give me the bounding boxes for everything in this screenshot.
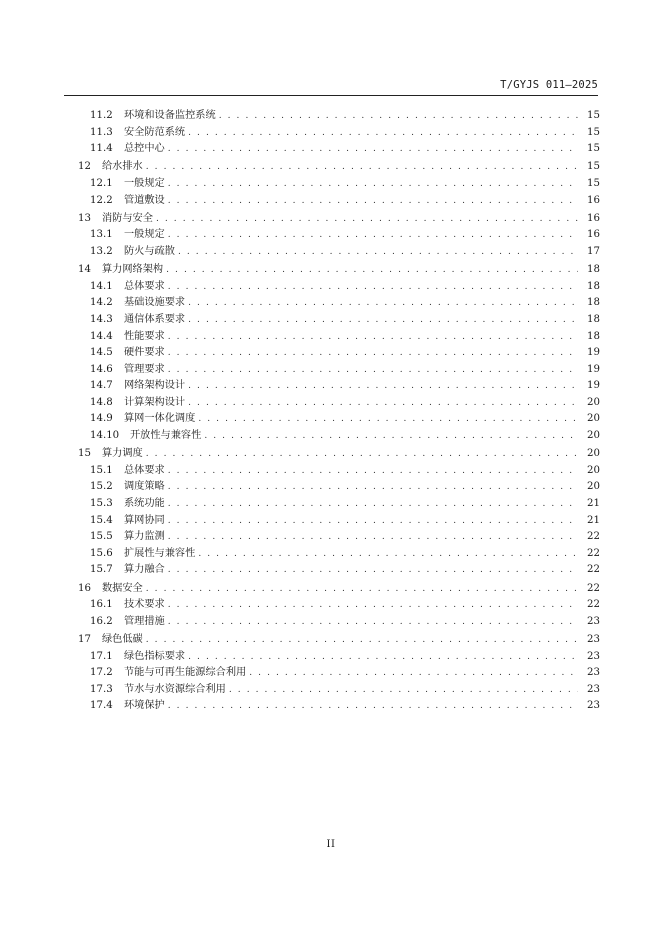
toc-dot-leader <box>168 529 578 546</box>
toc-entry-number: 14.7 <box>90 380 113 392</box>
toc-entry-title: 性能要求 <box>124 330 165 342</box>
toc-dot-leader <box>168 345 578 362</box>
toc-dot-leader <box>168 614 578 631</box>
toc-section-entry[interactable] <box>78 312 600 329</box>
toc-section-entry[interactable] <box>78 496 600 513</box>
toc-chapter-entry[interactable] <box>78 446 600 463</box>
toc-entry-number: 17.2 <box>90 667 113 679</box>
toc-section-entry[interactable] <box>78 597 600 614</box>
toc-entry-number: 14.8 <box>90 396 113 408</box>
toc-chapter-entry[interactable] <box>78 632 600 649</box>
toc-section-entry[interactable] <box>78 141 600 158</box>
toc-entry-page: 22 <box>587 547 600 559</box>
toc-entry-page: 19 <box>587 363 600 375</box>
toc-entry-title: 算力调度 <box>102 448 143 460</box>
toc-entry-page: 20 <box>587 396 600 408</box>
toc-section-entry[interactable] <box>78 562 600 579</box>
toc-entry-number: 17.4 <box>90 700 113 712</box>
toc-entry-page: 18 <box>587 264 600 276</box>
toc-entry-number: 13 <box>78 212 91 224</box>
toc-entry-number: 14 <box>78 264 91 276</box>
toc-dot-leader <box>168 463 578 480</box>
toc-entry-number: 15.7 <box>90 564 113 576</box>
toc-entry-number: 17.1 <box>90 650 113 662</box>
toc-dot-leader <box>146 446 578 463</box>
toc-section-entry[interactable] <box>78 428 600 445</box>
toc-dot-leader <box>168 362 578 379</box>
toc-entry-title: 防火与疏散 <box>124 245 175 257</box>
toc-entry-page: 15 <box>587 110 600 121</box>
toc-entry-number: 14.1 <box>90 280 113 292</box>
toc-chapter-entry[interactable] <box>78 211 600 228</box>
toc-entry-number: 11.2 <box>90 110 113 121</box>
toc-entry-page: 23 <box>587 700 600 712</box>
toc-dot-leader <box>168 329 578 346</box>
toc-section-entry[interactable] <box>78 279 600 296</box>
toc-dot-leader <box>188 649 578 666</box>
toc-entry-number: 16.1 <box>90 599 113 611</box>
toc-section-entry[interactable] <box>78 362 600 379</box>
table-of-contents <box>78 108 600 715</box>
toc-entry-number: 13.1 <box>90 229 113 241</box>
toc-section-entry[interactable] <box>78 227 600 244</box>
toc-entry-page: 16 <box>587 212 600 224</box>
toc-entry-title: 系统功能 <box>124 498 165 510</box>
toc-entry-page: 20 <box>587 430 600 442</box>
toc-section-entry[interactable] <box>78 682 600 699</box>
toc-entry-title: 扩展性与兼容性 <box>124 547 196 559</box>
toc-entry-page: 18 <box>587 330 600 342</box>
toc-entry-title: 节能与可再生能源综合利用 <box>124 667 247 679</box>
toc-entry-page: 22 <box>587 582 600 594</box>
toc-entry-title: 一般规定 <box>124 229 165 241</box>
toc-dot-leader <box>198 411 578 428</box>
toc-dot-leader <box>188 395 578 412</box>
toc-entry-title: 算网一体化调度 <box>124 413 196 425</box>
toc-entry-title: 环境和设备监控系统 <box>124 110 216 121</box>
toc-entry-page: 23 <box>587 667 600 679</box>
toc-section-entry[interactable] <box>78 295 600 312</box>
toc-section-entry[interactable] <box>78 529 600 546</box>
toc-dot-leader <box>168 141 578 158</box>
toc-dot-leader <box>188 295 578 312</box>
toc-dot-leader <box>219 108 578 125</box>
toc-entry-page: 17 <box>587 245 600 257</box>
toc-dot-leader <box>168 496 578 513</box>
toc-entry-title: 管理措施 <box>124 615 165 627</box>
toc-section-entry[interactable] <box>78 108 600 125</box>
toc-entry-number: 15.6 <box>90 547 113 559</box>
toc-dot-leader <box>146 581 578 598</box>
toc-section-entry[interactable] <box>78 329 600 346</box>
toc-chapter-entry[interactable] <box>78 581 600 598</box>
toc-entry-title: 管道敷设 <box>124 194 165 206</box>
toc-dot-leader <box>168 698 578 715</box>
toc-entry-title: 算力监测 <box>124 531 165 543</box>
toc-section-entry[interactable] <box>78 193 600 210</box>
toc-section-entry[interactable] <box>78 125 600 142</box>
toc-section-entry[interactable] <box>78 546 600 563</box>
toc-dot-leader <box>168 227 578 244</box>
toc-dot-leader <box>188 125 578 142</box>
toc-entry-page: 21 <box>587 514 600 526</box>
toc-entry-number: 15 <box>78 448 91 460</box>
toc-section-entry[interactable] <box>78 463 600 480</box>
toc-dot-leader <box>168 513 578 530</box>
toc-entry-page: 22 <box>587 599 600 611</box>
toc-entry-title: 总控中心 <box>124 143 165 155</box>
toc-entry-number: 14.5 <box>90 347 113 359</box>
toc-entry-title: 算网协同 <box>124 514 165 526</box>
toc-entry-number: 11.3 <box>90 126 113 138</box>
toc-section-entry[interactable] <box>78 378 600 395</box>
toc-entry-page: 19 <box>587 347 600 359</box>
toc-entry-number: 15.1 <box>90 464 113 476</box>
toc-entry-page: 23 <box>587 650 600 662</box>
toc-section-entry[interactable] <box>78 479 600 496</box>
toc-entry-page: 15 <box>587 161 600 173</box>
toc-entry-page: 18 <box>587 313 600 325</box>
toc-entry-title: 数据安全 <box>102 582 143 594</box>
toc-entry-page: 22 <box>587 564 600 576</box>
toc-section-entry[interactable] <box>78 513 600 530</box>
toc-entry-title: 开放性与兼容性 <box>130 430 202 442</box>
toc-dot-leader <box>168 193 578 210</box>
toc-dot-leader <box>156 211 578 228</box>
toc-entry-number: 12 <box>78 161 91 173</box>
document-code: T/GYJS 011—2025 <box>500 79 598 91</box>
toc-entry-page: 16 <box>587 194 600 206</box>
toc-entry-title: 环境保护 <box>124 700 165 712</box>
page-number: II <box>326 839 336 850</box>
toc-section-entry[interactable] <box>78 176 600 193</box>
toc-section-entry[interactable] <box>78 395 600 412</box>
toc-entry-page: 21 <box>587 498 600 510</box>
toc-entry-page: 23 <box>587 615 600 627</box>
toc-entry-number: 14.6 <box>90 363 113 375</box>
toc-entry-number: 12.2 <box>90 194 113 206</box>
toc-entry-number: 14.10 <box>90 430 120 442</box>
toc-entry-title: 通信体系要求 <box>124 313 186 325</box>
toc-entry-number: 16.2 <box>90 615 113 627</box>
toc-section-entry[interactable] <box>78 411 600 428</box>
toc-entry-number: 14.3 <box>90 313 113 325</box>
toc-entry-page: 15 <box>587 143 600 155</box>
toc-entry-title: 算力融合 <box>124 564 165 576</box>
toc-chapter-entry[interactable] <box>78 159 600 176</box>
toc-entry-title: 基础设施要求 <box>124 297 186 309</box>
toc-entry-number: 15.2 <box>90 481 113 493</box>
toc-entry-number: 15.5 <box>90 531 113 543</box>
toc-entry-page: 23 <box>587 683 600 695</box>
toc-dot-leader <box>229 682 578 699</box>
toc-entry-page: 20 <box>587 413 600 425</box>
toc-dot-leader <box>166 262 578 279</box>
toc-entry-title: 调度策略 <box>124 481 165 493</box>
toc-entry-title: 计算架构设计 <box>124 396 186 408</box>
toc-entry-number: 14.4 <box>90 330 113 342</box>
toc-entry-page: 22 <box>587 531 600 543</box>
toc-section-entry[interactable] <box>78 665 600 682</box>
toc-dot-leader <box>168 279 578 296</box>
toc-entry-title: 绿色指标要求 <box>124 650 186 662</box>
toc-dot-leader <box>188 378 578 395</box>
toc-entry-title: 算力网络架构 <box>102 264 164 276</box>
toc-dot-leader <box>168 597 578 614</box>
toc-dot-leader <box>168 176 578 193</box>
toc-chapter-entry[interactable] <box>78 262 600 279</box>
toc-entry-page: 20 <box>587 448 600 460</box>
toc-section-entry[interactable] <box>78 345 600 362</box>
toc-dot-leader <box>146 632 578 649</box>
toc-entry-title: 节水与水资源综合利用 <box>124 683 226 695</box>
toc-dot-leader <box>168 562 578 579</box>
toc-entry-page: 20 <box>587 464 600 476</box>
toc-entry-number: 11.4 <box>90 143 113 155</box>
toc-entry-number: 14.9 <box>90 413 113 425</box>
toc-entry-number: 13.2 <box>90 245 113 257</box>
toc-entry-page: 18 <box>587 297 600 309</box>
toc-entry-number: 15.3 <box>90 498 113 510</box>
toc-entry-number: 15.4 <box>90 514 113 526</box>
header-rule <box>64 95 598 96</box>
toc-entry-page: 16 <box>587 229 600 241</box>
toc-entry-number: 14.2 <box>90 297 113 309</box>
toc-entry-page: 18 <box>587 280 600 292</box>
toc-section-entry[interactable] <box>78 244 600 261</box>
toc-entry-page: 19 <box>587 380 600 392</box>
toc-entry-title: 给水排水 <box>102 161 143 173</box>
toc-section-entry[interactable] <box>78 614 600 631</box>
toc-dot-leader <box>249 665 578 682</box>
toc-entry-title: 总体要求 <box>124 280 165 292</box>
toc-entry-page: 15 <box>587 177 600 189</box>
toc-entry-title: 消防与安全 <box>102 212 153 224</box>
toc-entry-title: 管理要求 <box>124 363 165 375</box>
toc-entry-page: 15 <box>587 126 600 138</box>
toc-entry-page: 23 <box>587 633 600 645</box>
toc-entry-page: 20 <box>587 481 600 493</box>
toc-entry-number: 17.3 <box>90 683 113 695</box>
toc-entry-number: 12.1 <box>90 177 113 189</box>
toc-entry-title: 安全防范系统 <box>124 126 186 138</box>
toc-dot-leader <box>188 312 578 329</box>
toc-entry-title: 硬件要求 <box>124 347 165 359</box>
toc-entry-title: 一般规定 <box>124 177 165 189</box>
toc-entry-number: 16 <box>78 582 91 594</box>
toc-entry-title: 技术要求 <box>124 599 165 611</box>
toc-entry-title: 网络架构设计 <box>124 380 186 392</box>
toc-dot-leader <box>198 546 578 563</box>
toc-entry-title: 总体要求 <box>124 464 165 476</box>
toc-section-entry[interactable] <box>78 649 600 666</box>
toc-section-entry[interactable] <box>78 698 600 715</box>
toc-dot-leader <box>168 479 578 496</box>
toc-entry-title: 绿色低碳 <box>102 633 143 645</box>
toc-dot-leader <box>178 244 578 261</box>
toc-dot-leader <box>204 428 578 445</box>
toc-dot-leader <box>146 159 578 176</box>
toc-entry-number: 17 <box>78 633 91 645</box>
